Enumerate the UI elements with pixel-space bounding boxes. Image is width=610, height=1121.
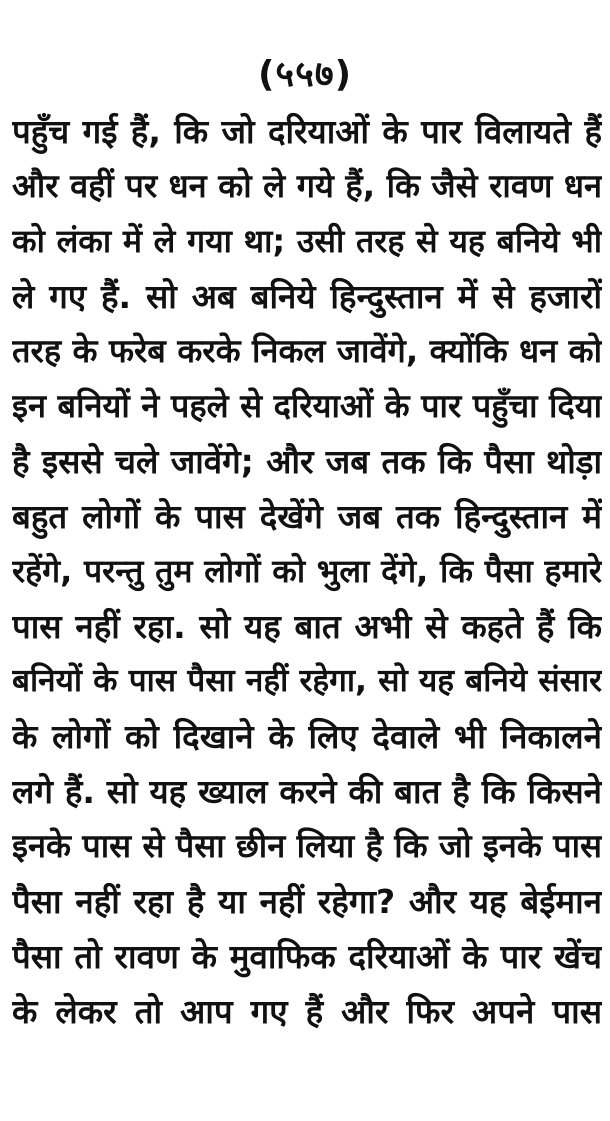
text-line: और वहीं पर धन को ले गये हैं, कि जैसे रावण धन [12,167,602,205]
text-line: ले गए हैं. सो अब बनिये हिन्दुस्तान में से हजारों [12,277,602,316]
text-line: पास नहीं रहा. सो यह बात अभी से कहते हैं कि [12,607,602,646]
text-line: पैसा तो रावण के मुवाफिक दरियाओं के पार खेंच [12,937,602,976]
text-line: लगे हैं. सो यह ख्याल करने की बात है कि किसने [12,772,602,811]
text-line: इन बनियों ने पहले से दरियाओं के पार पहुँचा दिया [12,387,602,425]
text-line: है इससे चले जावेंगे; और जब तक कि पैसा थोड़ा [12,442,602,481]
text-line: पैसा नहीं रहा है या नहीं रहेगा? और यह बेईमान [12,882,602,921]
page-number: (५५७) [257,54,353,95]
body-text [12,104,602,1039]
text-line: के लोगों को दिखाने के लिए देवाले भी निकालने [12,717,602,756]
text-line: पहुँच गई हैं, कि जो दरियाओं के पार विलायते हैं [12,112,602,151]
text-line: के लेकर तो आप गए हैं और फिर अपने पास [12,992,602,1031]
text-line: रहेंगे, परन्तु तुम लोगों को भुला देंगे, कि पैसा हमारे [12,552,602,590]
text-line: तरह के फरेब करके निकल जावेंगे, क्योंकि धन को [12,332,602,370]
text-line: बनियों के पास पैसा नहीं रहेगा, सो यह बनिये संसार [12,663,602,699]
text-line: इनके पास से पैसा छीन लिया है कि जो इनके पास [12,827,602,865]
text-line: को लंका में ले गया था; उसी तरह से यह बनिये भी [12,222,602,260]
text-line: बहुत लोगों के पास देखेंगे जब तक हिन्दुस्तान में [12,497,602,536]
